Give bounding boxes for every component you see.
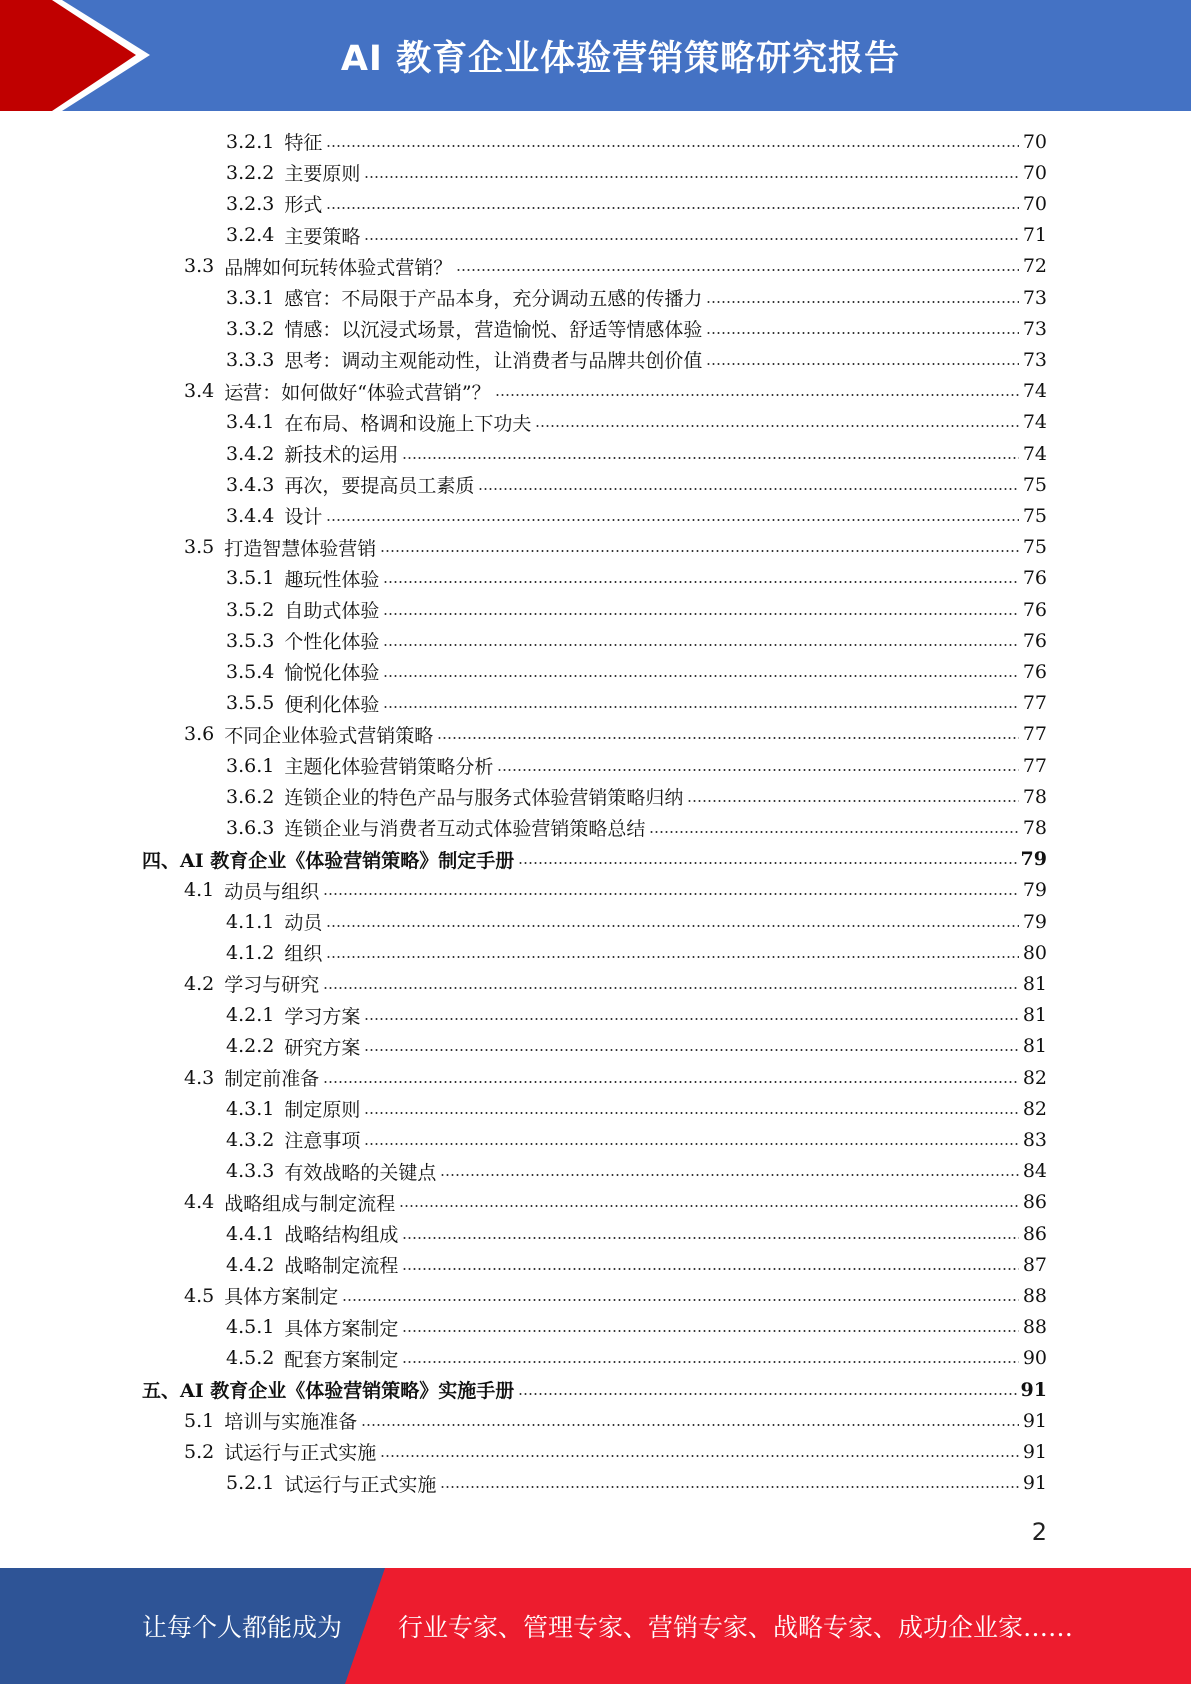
toc-entry-page: 74 — [1022, 411, 1047, 434]
dot-leader — [383, 581, 1018, 583]
toc-entry-number: 3.6.3 — [226, 816, 275, 839]
dot-leader — [495, 394, 1019, 396]
toc-entry-page: 75 — [1022, 504, 1047, 527]
dot-leader — [326, 925, 1018, 927]
toc-entry-page: 74 — [1022, 380, 1047, 403]
toc-entry-title: 趣玩性体验 — [284, 568, 380, 591]
toc-entry[interactable] — [226, 1343, 1047, 1374]
toc-entry[interactable] — [184, 1405, 1047, 1436]
toc-entry-number: 4.4.2 — [226, 1253, 275, 1276]
toc-entry-number: 3.5.5 — [226, 692, 275, 715]
toc-entry[interactable] — [226, 1312, 1047, 1343]
dot-leader — [323, 893, 1019, 895]
dot-leader — [456, 269, 1019, 271]
toc-entry-number: 3.3.1 — [226, 286, 275, 309]
dot-leader — [326, 956, 1018, 958]
toc-entry-page: 91 — [1022, 1472, 1047, 1495]
toc-entry-number: 4.4.1 — [226, 1222, 275, 1245]
toc-entry[interactable] — [226, 469, 1047, 500]
toc-entry-number: 5.2 — [184, 1440, 215, 1463]
toc-entry-page: 70 — [1022, 161, 1047, 184]
toc-entry[interactable] — [142, 1374, 1047, 1405]
toc-entry-title: 具体方案制定 — [224, 1286, 339, 1309]
dot-leader — [535, 425, 1018, 427]
toc-entry-title: 配套方案制定 — [284, 1348, 399, 1371]
toc-entry-title: 制定原则 — [284, 1099, 361, 1122]
dot-leader — [364, 1143, 1018, 1145]
toc-entry-title: 感官：不局限于产品本身，充分调动五感的传播力 — [284, 288, 703, 310]
toc-entry-title: 思考：调动主观能动性，让消费者与品牌共创价值 — [284, 350, 703, 373]
toc-entry-number: 3.3.2 — [226, 317, 275, 340]
dot-leader — [323, 987, 1019, 989]
toc-entry-page: 86 — [1022, 1191, 1047, 1214]
toc-entry-number: 4.1.1 — [226, 910, 275, 933]
toc-entry-number: 4.3.3 — [226, 1160, 275, 1183]
toc-entry-number: 3.4.2 — [226, 442, 275, 465]
dot-leader — [364, 176, 1018, 178]
toc-entry-title: 特征 — [284, 132, 323, 154]
dot-leader — [402, 1330, 1018, 1332]
toc-entry-number: 4.2.1 — [226, 1004, 275, 1027]
toc-entry[interactable] — [226, 1249, 1047, 1280]
dot-leader — [440, 1486, 1018, 1488]
toc-entry[interactable] — [226, 126, 1047, 157]
toc-entry[interactable] — [226, 1000, 1047, 1031]
toc-entry[interactable] — [226, 1468, 1047, 1499]
toc-entry-number: 五、 — [142, 1380, 181, 1402]
toc-entry[interactable] — [226, 594, 1047, 625]
dot-leader — [364, 1049, 1018, 1051]
arrow-chevron-icon — [0, 0, 160, 111]
toc-entry-number: 4.4 — [184, 1191, 215, 1214]
toc-entry-title: 形式 — [284, 194, 323, 217]
toc-entry-title: AI 教育企业《体验营销策略》制定手册 — [180, 849, 515, 872]
toc-entry-title: 新技术的运用 — [284, 444, 399, 466]
toc-entry-title: 便利化体验 — [284, 693, 380, 716]
dot-leader — [326, 519, 1018, 521]
toc-entry[interactable] — [226, 1093, 1047, 1124]
toc-entry-number: 3.2.4 — [226, 224, 275, 247]
toc-entry-number: 3.4.1 — [226, 411, 275, 434]
dot-leader — [364, 238, 1018, 240]
toc-entry-page: 77 — [1022, 692, 1047, 715]
dot-leader — [402, 457, 1018, 459]
toc-entry-number: 4.2.2 — [226, 1035, 275, 1058]
toc-entry-page: 81 — [1022, 972, 1047, 995]
toc-entry[interactable] — [226, 750, 1047, 781]
toc-entry-number: 3.4.4 — [226, 504, 275, 527]
toc-entry[interactable] — [226, 1218, 1047, 1249]
toc-entry-page: 87 — [1022, 1253, 1047, 1276]
toc-entry-title: 愉悦化体验 — [284, 662, 380, 685]
toc-entry-page: 76 — [1022, 567, 1047, 590]
toc-entry-number: 3.5.2 — [226, 598, 275, 621]
dot-leader — [383, 675, 1018, 677]
toc-entry-number: 3.3 — [184, 255, 215, 278]
toc-entry-number: 3.5.1 — [226, 567, 275, 590]
dot-leader — [380, 550, 1019, 552]
toc-entry[interactable] — [226, 407, 1047, 438]
toc-entry[interactable] — [184, 875, 1047, 906]
toc-entry-number: 四、 — [142, 849, 181, 872]
toc-entry-page: 73 — [1022, 286, 1047, 309]
toc-entry[interactable] — [226, 157, 1047, 188]
toc-entry[interactable] — [226, 656, 1047, 687]
toc-entry-page: 73 — [1022, 317, 1047, 340]
toc-entry-title: 自助式体验 — [284, 600, 380, 622]
toc-entry-number: 3.3.3 — [226, 348, 275, 371]
toc-entry-page: 91 — [1022, 1409, 1047, 1432]
toc-entry-page: 70 — [1022, 130, 1047, 153]
toc-entry-number: 4.3.1 — [226, 1097, 275, 1120]
toc-entry-page: 70 — [1022, 192, 1047, 215]
toc-entry-title: 设计 — [284, 506, 323, 529]
toc-entry-title: 注意事项 — [284, 1130, 361, 1153]
toc-entry-number: 5.1 — [184, 1409, 215, 1432]
toc-entry-number: 4.1 — [184, 879, 215, 902]
toc-entry-page: 73 — [1022, 348, 1047, 371]
toc-entry-title: 学习方案 — [284, 1005, 361, 1028]
toc-entry-page: 78 — [1022, 785, 1047, 808]
toc-entry-page: 81 — [1022, 1035, 1047, 1058]
toc-entry[interactable] — [226, 906, 1047, 937]
toc-entry[interactable] — [184, 1280, 1047, 1311]
dot-leader — [399, 1205, 1019, 1207]
dot-leader — [383, 644, 1018, 646]
toc-entry-page: 75 — [1022, 536, 1047, 559]
toc-entry-title: 连锁企业与消费者互动式体验营销策略总结 — [284, 818, 646, 841]
toc-entry[interactable] — [226, 1124, 1047, 1155]
toc-entry-title: 主要原则 — [284, 163, 361, 186]
toc-entry-title: 具体方案制定 — [284, 1317, 399, 1340]
toc-entry-title: 连锁企业的特色产品与服务式体验营销策略归纳 — [284, 787, 684, 810]
toc-entry-number: 3.4 — [184, 380, 215, 403]
toc-entry-number: 3.5.3 — [226, 629, 275, 652]
toc-entry-title: 品牌如何玩转体验式营销？ — [224, 256, 453, 279]
toc-entry[interactable] — [226, 500, 1047, 531]
toc-entry-page: 83 — [1022, 1128, 1047, 1151]
toc-entry[interactable] — [184, 1436, 1047, 1467]
toc-entry-title: 有效战略的关键点 — [284, 1161, 437, 1184]
toc-entry-title: 战略结构组成 — [284, 1224, 399, 1246]
toc-entry-title: 不同企业体验式营销策略 — [224, 724, 434, 747]
toc-entry-title: 主要策略 — [284, 225, 361, 248]
toc-entry-page: 79 — [1020, 848, 1047, 871]
toc-entry-page: 86 — [1022, 1222, 1047, 1245]
toc-entry-title: 战略组成与制定流程 — [224, 1192, 396, 1215]
toc-entry-title: 研究方案 — [284, 1036, 361, 1059]
toc-entry-page: 90 — [1022, 1347, 1047, 1370]
dot-leader — [326, 145, 1018, 147]
toc-entry-title: 试运行与正式实施 — [284, 1473, 437, 1496]
toc-entry[interactable] — [226, 344, 1047, 375]
dot-leader — [518, 862, 1016, 864]
toc-entry[interactable] — [226, 188, 1047, 219]
toc-entry[interactable] — [184, 1062, 1047, 1093]
toc-entry-title: 在布局、格调和设施上下功夫 — [284, 412, 532, 435]
toc-entry[interactable] — [184, 968, 1047, 999]
toc-entry-title: 组织 — [284, 943, 323, 966]
toc-entry-page: 76 — [1022, 629, 1047, 652]
toc-entry[interactable] — [226, 438, 1047, 469]
toc-entry[interactable] — [226, 625, 1047, 656]
toc-entry[interactable] — [184, 719, 1047, 750]
dot-leader — [364, 1018, 1018, 1020]
dot-leader — [706, 363, 1018, 365]
toc-entry-number: 4.1.2 — [226, 941, 275, 964]
document-title: AI 教育企业体验营销策略研究报告 — [340, 38, 901, 79]
toc-entry-page: 84 — [1022, 1160, 1047, 1183]
dot-leader — [402, 1237, 1018, 1239]
dot-leader — [497, 769, 1018, 771]
toc-entry-title: 学习与研究 — [224, 974, 320, 997]
toc-entry-page: 76 — [1022, 660, 1047, 683]
toc-entry-title: 情感：以沉浸式场景，营造愉悦、舒适等情感体验 — [284, 319, 703, 342]
toc-entry[interactable] — [226, 1156, 1047, 1187]
toc-entry-number: 3.6 — [184, 723, 215, 746]
dot-leader — [687, 800, 1018, 802]
toc-entry-title: 试运行与正式实施 — [224, 1442, 377, 1465]
toc-entry-page: 81 — [1022, 1004, 1047, 1027]
toc-entry-number: 4.5.2 — [226, 1347, 275, 1370]
toc-entry[interactable] — [142, 844, 1047, 875]
toc-entry-number: 4.5.1 — [226, 1316, 275, 1339]
toc-entry[interactable] — [226, 220, 1047, 251]
dot-leader — [342, 1299, 1019, 1301]
dot-leader — [364, 1112, 1018, 1114]
toc-entry-number: 3.6.2 — [226, 785, 275, 808]
page-number: 2 — [1031, 1518, 1047, 1546]
toc-entry[interactable] — [184, 532, 1047, 563]
toc-entry-title: 运营：如何做好“体验式营销”？ — [224, 381, 491, 404]
toc-entry-page: 88 — [1022, 1316, 1047, 1339]
toc-entry-page: 79 — [1022, 910, 1047, 933]
footer-banner — [0, 1568, 1191, 1684]
toc-entry[interactable] — [226, 282, 1047, 313]
footer-slogan-left: 让每个人都能成为 — [142, 1613, 343, 1642]
toc-entry-title: 打造智慧体验营销 — [224, 537, 377, 560]
toc-entry[interactable] — [226, 688, 1047, 719]
toc-entry-title: 动员与组织 — [224, 880, 320, 903]
toc-entry[interactable] — [226, 812, 1047, 843]
dot-leader — [402, 1268, 1018, 1270]
toc-entry-number: 4.5 — [184, 1284, 215, 1307]
toc-entry-number: 3.2.3 — [226, 192, 275, 215]
dot-leader — [380, 1455, 1019, 1457]
footer-slogan-right: 行业专家、管理专家、营销专家、战略专家、成功企业家…… — [398, 1613, 1074, 1642]
toc-entry-number: 4.2 — [184, 972, 215, 995]
dot-leader — [706, 301, 1018, 303]
toc-entry-page: 80 — [1022, 941, 1047, 964]
toc-entry-page: 76 — [1022, 598, 1047, 621]
toc-entry-page: 77 — [1022, 723, 1047, 746]
dot-leader — [402, 1361, 1018, 1363]
toc-entry[interactable] — [226, 1031, 1047, 1062]
toc-entry-number: 3.2.2 — [226, 161, 275, 184]
dot-leader — [478, 488, 1018, 490]
toc-entry-page: 91 — [1020, 1378, 1047, 1401]
toc-entry[interactable] — [226, 937, 1047, 968]
toc-entry-page: 74 — [1022, 442, 1047, 465]
toc-entry[interactable] — [226, 563, 1047, 594]
toc-entry-page: 82 — [1022, 1097, 1047, 1120]
toc-entry-number: 3.6.1 — [226, 754, 275, 777]
toc-entry-number: 4.3 — [184, 1066, 215, 1089]
toc-entry-title: AI 教育企业《体验营销策略》实施手册 — [180, 1380, 515, 1402]
dot-leader — [383, 706, 1018, 708]
toc-entry[interactable] — [184, 251, 1047, 282]
dot-leader — [649, 831, 1018, 833]
toc-entry-title: 培训与实施准备 — [224, 1411, 358, 1434]
dot-leader — [323, 1081, 1019, 1083]
dot-leader — [518, 1393, 1016, 1395]
toc-entry[interactable] — [184, 1187, 1047, 1218]
toc-entry-title: 动员 — [284, 912, 323, 934]
toc-entry-number: 3.4.3 — [226, 473, 275, 496]
toc-entry-page: 71 — [1022, 224, 1047, 247]
dot-leader — [383, 613, 1018, 615]
toc-entry-page: 78 — [1022, 816, 1047, 839]
toc-entry-title: 战略制定流程 — [284, 1255, 399, 1278]
toc-entry-title: 个性化体验 — [284, 631, 380, 654]
toc-entry-title: 再次，要提高员工素质 — [284, 475, 475, 498]
toc-entry-page: 82 — [1022, 1066, 1047, 1089]
toc-entry[interactable] — [226, 781, 1047, 812]
toc-entry-title: 制定前准备 — [224, 1068, 320, 1090]
toc-entry-number: 5.2.1 — [226, 1472, 275, 1495]
toc-entry-title: 主题化体验营销策略分析 — [284, 756, 494, 778]
toc-entry-page: 88 — [1022, 1284, 1047, 1307]
toc-entry-number: 3.5 — [184, 536, 215, 559]
toc-entry-number: 3.5.4 — [226, 660, 275, 683]
toc-entry-number: 3.2.1 — [226, 130, 275, 153]
dot-leader — [706, 332, 1018, 334]
header-banner — [0, 0, 1191, 111]
dot-leader — [326, 207, 1018, 209]
dot-leader — [361, 1424, 1019, 1426]
dot-leader — [440, 1174, 1018, 1176]
toc-entry-page: 79 — [1022, 879, 1047, 902]
toc-entry[interactable] — [184, 376, 1047, 407]
toc-entry[interactable] — [226, 313, 1047, 344]
toc-entry-page: 91 — [1022, 1440, 1047, 1463]
toc-entry-page: 75 — [1022, 473, 1047, 496]
dot-leader — [437, 737, 1019, 739]
toc-entry-page: 72 — [1022, 255, 1047, 278]
toc-entry-number: 4.3.2 — [226, 1128, 275, 1151]
toc-entry-page: 77 — [1022, 754, 1047, 777]
